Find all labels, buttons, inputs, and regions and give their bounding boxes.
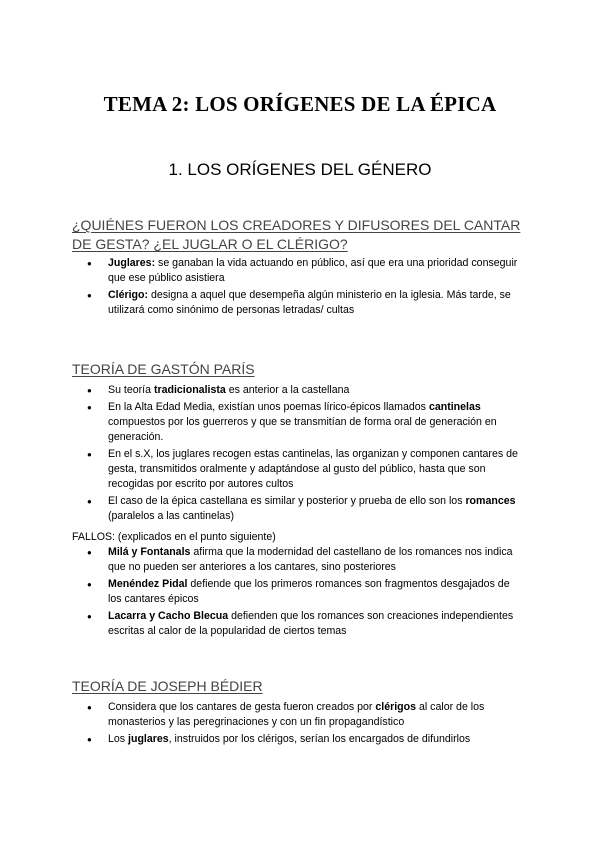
list-item: ● Los juglares, instruidos por los clérigos, serían los encargados de difundirlos: [72, 732, 522, 747]
list-joseph-bedier: [72, 700, 522, 749]
list-creadores: [72, 256, 522, 320]
heading-creadores: ¿QUIÉNES FUERON LOS CREADORES Y DIFUSORES DEL CANTAR DE GESTA? ¿EL JUGLAR O EL CLÉRIGO?: [72, 217, 521, 252]
section-title: 1. LOS ORÍGENES DEL GÉNERO: [168, 160, 432, 179]
list-gaston-paris: [72, 383, 522, 526]
page-title: TEMA 2: LOS ORÍGENES DE LA ÉPICA: [103, 92, 497, 116]
list-item: ● Lacarra y Cacho Blecua defienden que los romances son creaciones independientes escritas al calor de la popularidad de ciertos temas: [72, 609, 522, 639]
list-item: ● Milá y Fontanals afirma que la modernidad del castellano de los romances nos indica que no pueden ser anteriores a los cantares, sino posteriores: [72, 545, 522, 575]
list-item: ● Juglares: se ganaban la vida actuando en público, así que era una prioridad conseguir que ese público asistiera: [72, 256, 522, 286]
list-item: ● El caso de la épica castellana es similar y posterior y prueba de ello son los romances (paralelos a las cantinelas): [72, 494, 522, 524]
heading-joseph-bedier: TEORÍA DE JOSEPH BÉDIER: [72, 678, 263, 694]
list-item: ● Menéndez Pidal defiende que los primeros romances son fragmentos desgajados de los cantares épicos: [72, 577, 522, 607]
list-item: ● En el s.X, los juglares recogen estas cantinelas, las organizan y componen cantares de gesta, transmitidos oralmente y adaptándose al gusto del público, hasta que son recogidas por escrito por autores cultos: [72, 447, 522, 492]
list-item: ● Su teoría tradicionalista es anterior a la castellana: [72, 383, 522, 398]
list-item: ● En la Alta Edad Media, existían unos poemas lírico-épicos llamados cantinelas compuestos por los guerreros y que se transmitían de forma oral de generación en generación.: [72, 400, 522, 445]
fallos-label: FALLOS: (explicados en el punto siguiente): [72, 531, 276, 543]
heading-gaston-paris: TEORÍA DE GASTÓN PARÍS: [72, 361, 255, 377]
list-fallos: [72, 545, 522, 641]
list-item: ● Clérigo: designa a aquel que desempeña algún ministerio en la iglesia. Más tarde, se utilizará como sinónimo de personas letradas/ cultas: [72, 288, 522, 318]
list-item: ● Considera que los cantares de gesta fueron creados por clérigos al calor de los monasterios y las peregrinaciones y con un fin propagandístico: [72, 700, 522, 730]
